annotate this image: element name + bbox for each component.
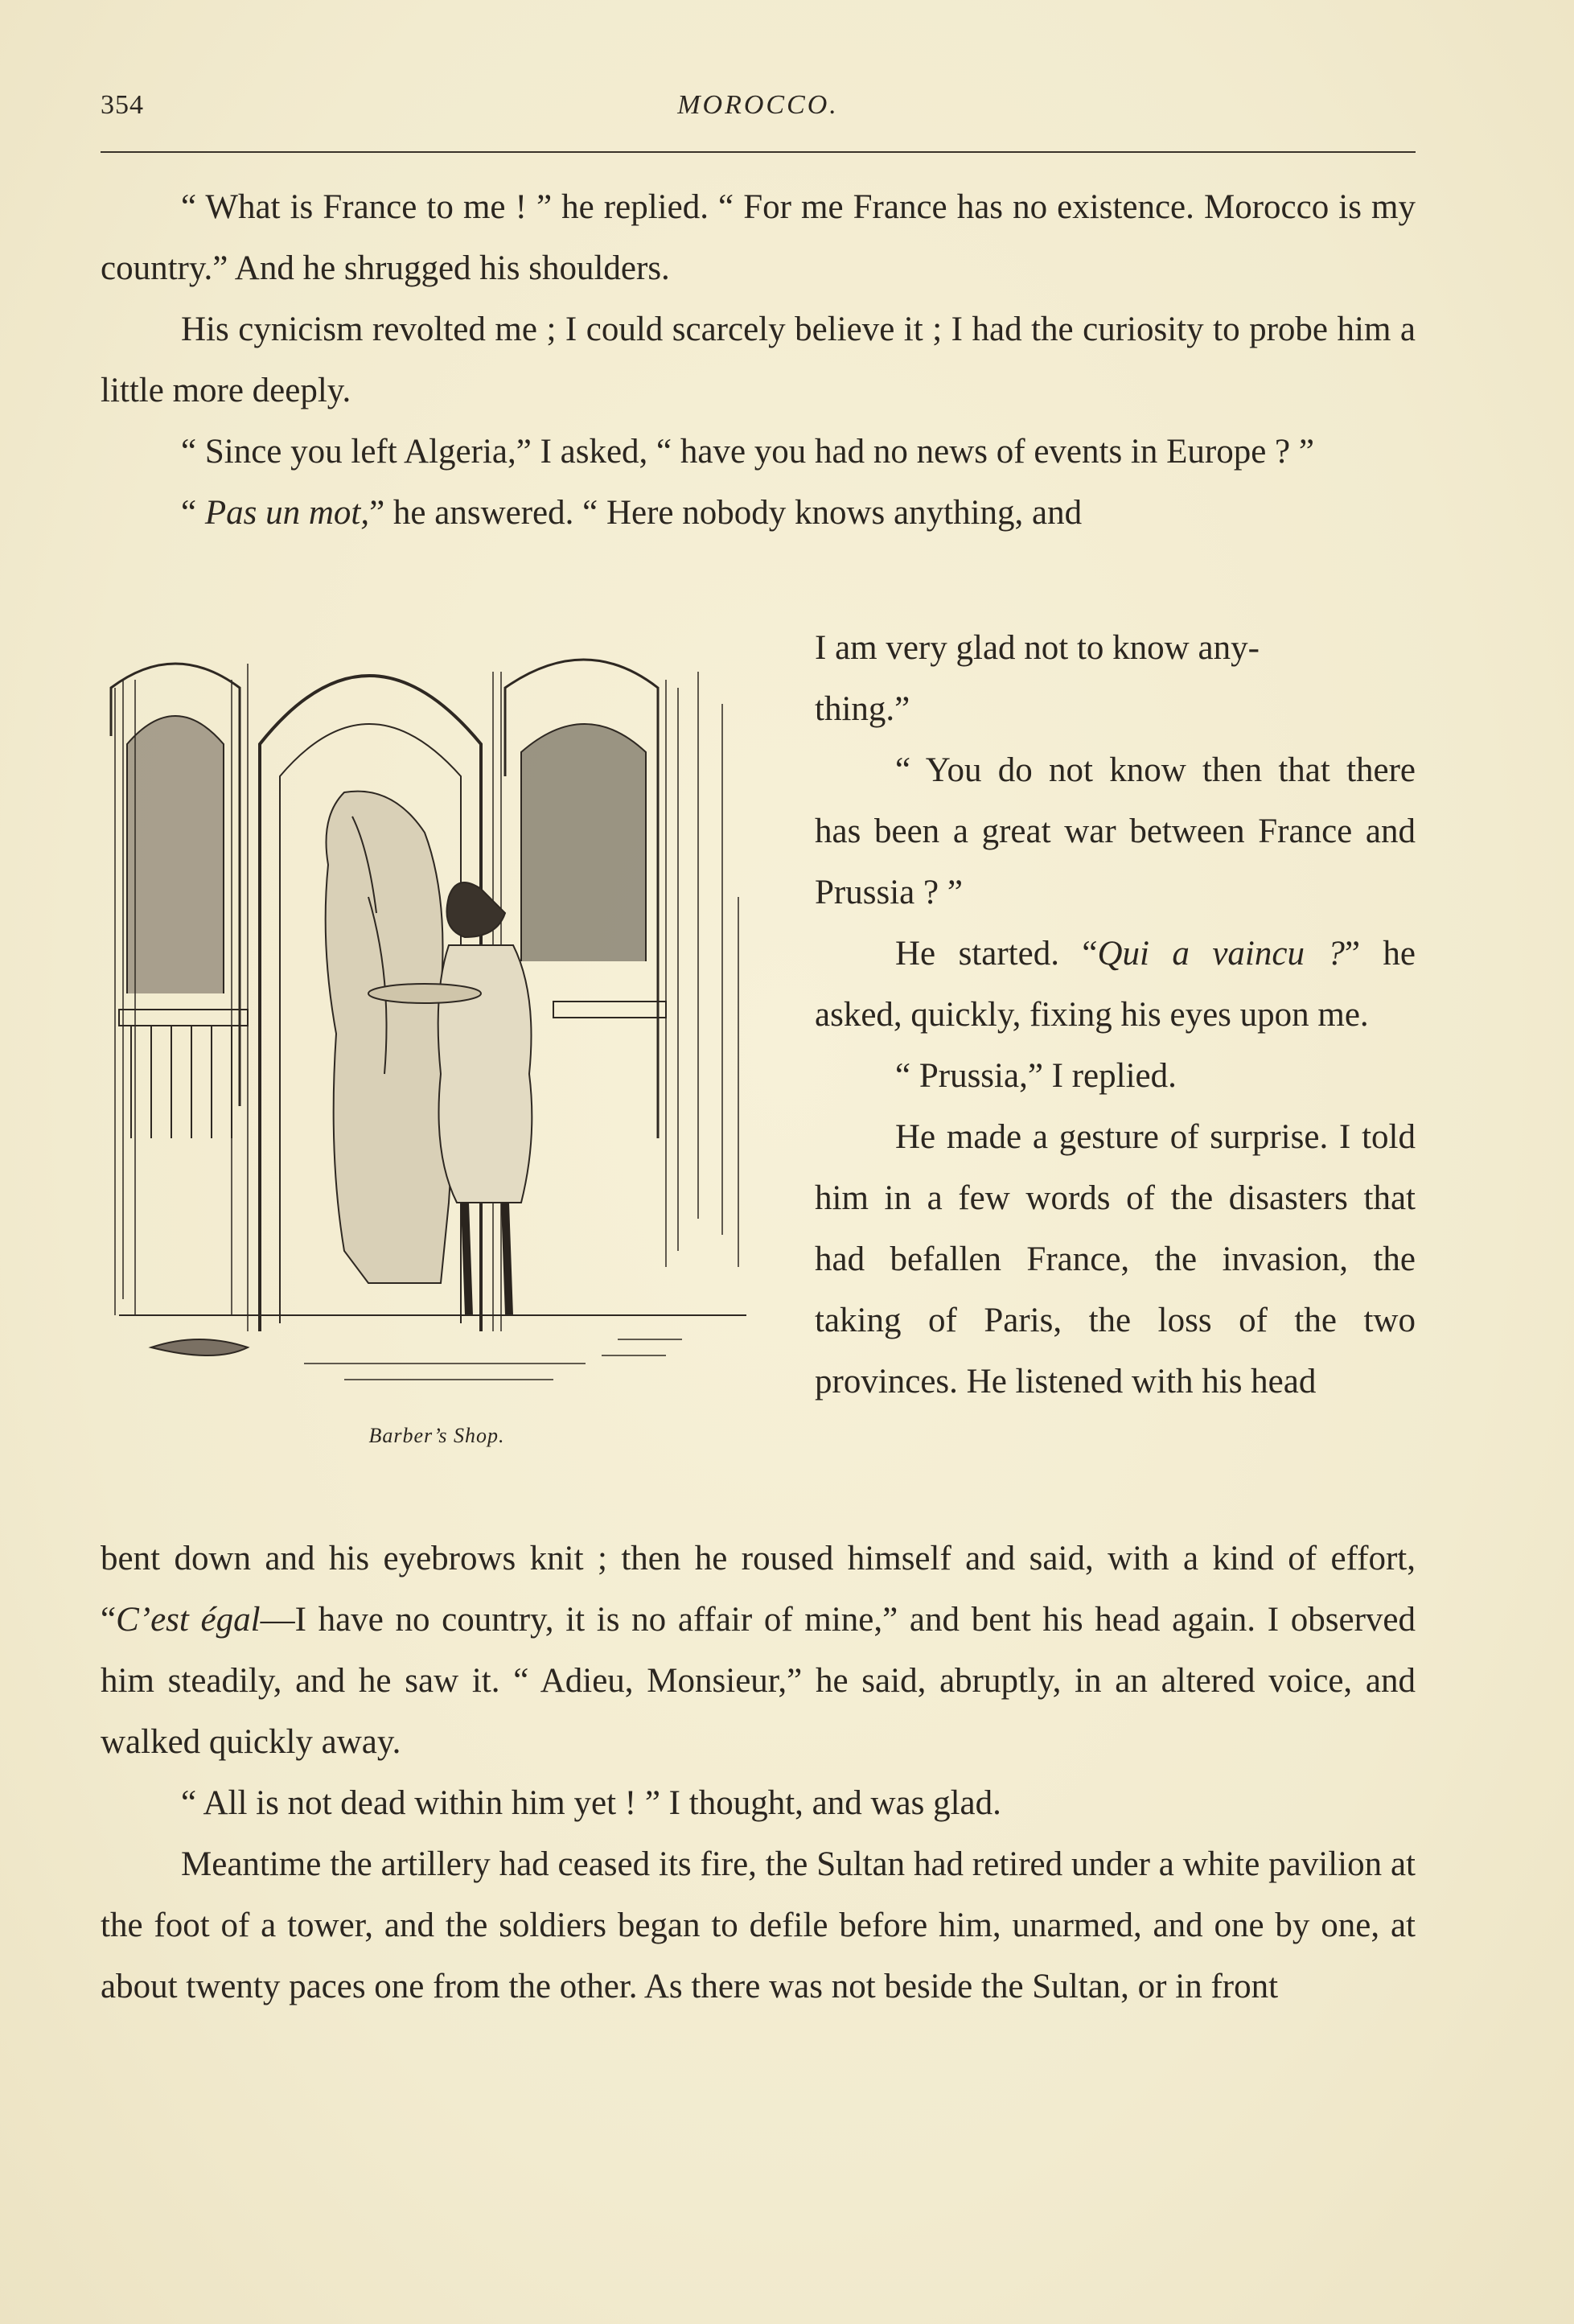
quote-open: “ <box>181 494 205 532</box>
paragraph-start: He started. “ <box>895 935 1098 973</box>
italic-phrase: Pas un mot, <box>204 494 370 532</box>
paragraph: “ You do not know then that there has been a great war between France and Prussia ? ” <box>815 751 1416 911</box>
paragraph <box>815 923 1416 1046</box>
paragraph: He made a gesture of surprise. I told him in a few words of the disasters that had befallen France, the invasion, the taking of Paris, the loss of the two provinces. He listened with his head <box>815 1118 1416 1401</box>
paragraph-start: bent down and his eyebrows knit ; then he roused himself and said, with a kind of effort, “ <box>101 1540 1416 1639</box>
text-block-bottom <box>101 1528 1416 2018</box>
figure-caption: Barber’s Shop. <box>368 1424 505 1447</box>
paragraph-rest: ” he answered. “ Here nobody knows anything, and <box>369 494 1083 532</box>
line: I am very glad not to know any- <box>815 629 1260 667</box>
page-header <box>101 90 1416 130</box>
paragraph: “ Since you left Algeria,” I asked, “ have you had no news of events in Europe ? ” <box>181 433 1314 471</box>
running-head: MOROCCO. <box>677 90 839 120</box>
paragraph-end: —I have no country, it is no affair of mine,” and bent his head again. I observed him steadily, and he saw it. “ Adieu, Monsieur,” he said, abruptly, in an altered voice, and walked quickly away. <box>101 1601 1416 1761</box>
paragraph-continuation <box>815 618 1416 740</box>
text-column-right <box>815 618 1416 1413</box>
italic-phrase: C’est égal <box>116 1601 261 1639</box>
paragraph <box>101 483 1416 544</box>
paragraph: “ All is not dead within him yet ! ” I thought, and was glad. <box>181 1784 1001 1822</box>
italic-phrase: Qui a vaincu ? <box>1097 935 1345 973</box>
text-block-top <box>101 177 1416 544</box>
paragraph-end: ” he asked, quickly, fixing his eyes upon me. <box>815 935 1416 1034</box>
paragraph: “ What is France to me ! ” he replied. “ For me France has no existence. Morocco is my country.” And he shrugged his shoulders. <box>101 188 1416 287</box>
paragraph-continuation <box>101 1528 1416 1773</box>
line: thing.” <box>815 690 910 728</box>
paragraph: “ Prussia,” I replied. <box>895 1057 1177 1095</box>
engraving-image <box>103 656 771 1396</box>
page-number: 354 <box>101 90 144 120</box>
paragraph: His cynicism revolted me ; I could scarcely believe it ; I had the curiosity to probe him a little more deeply. <box>101 311 1416 409</box>
header-rule <box>101 151 1416 153</box>
barber-shop-illustration <box>103 656 771 1396</box>
paragraph: Meantime the artillery had ceased its fire, the Sultan had retired under a white pavilion at the foot of a tower, and the soldiers began to defile before him, unarmed, and one by one, at about twenty paces one from the other. As there was not beside the Sultan, or in front <box>101 1845 1416 2005</box>
